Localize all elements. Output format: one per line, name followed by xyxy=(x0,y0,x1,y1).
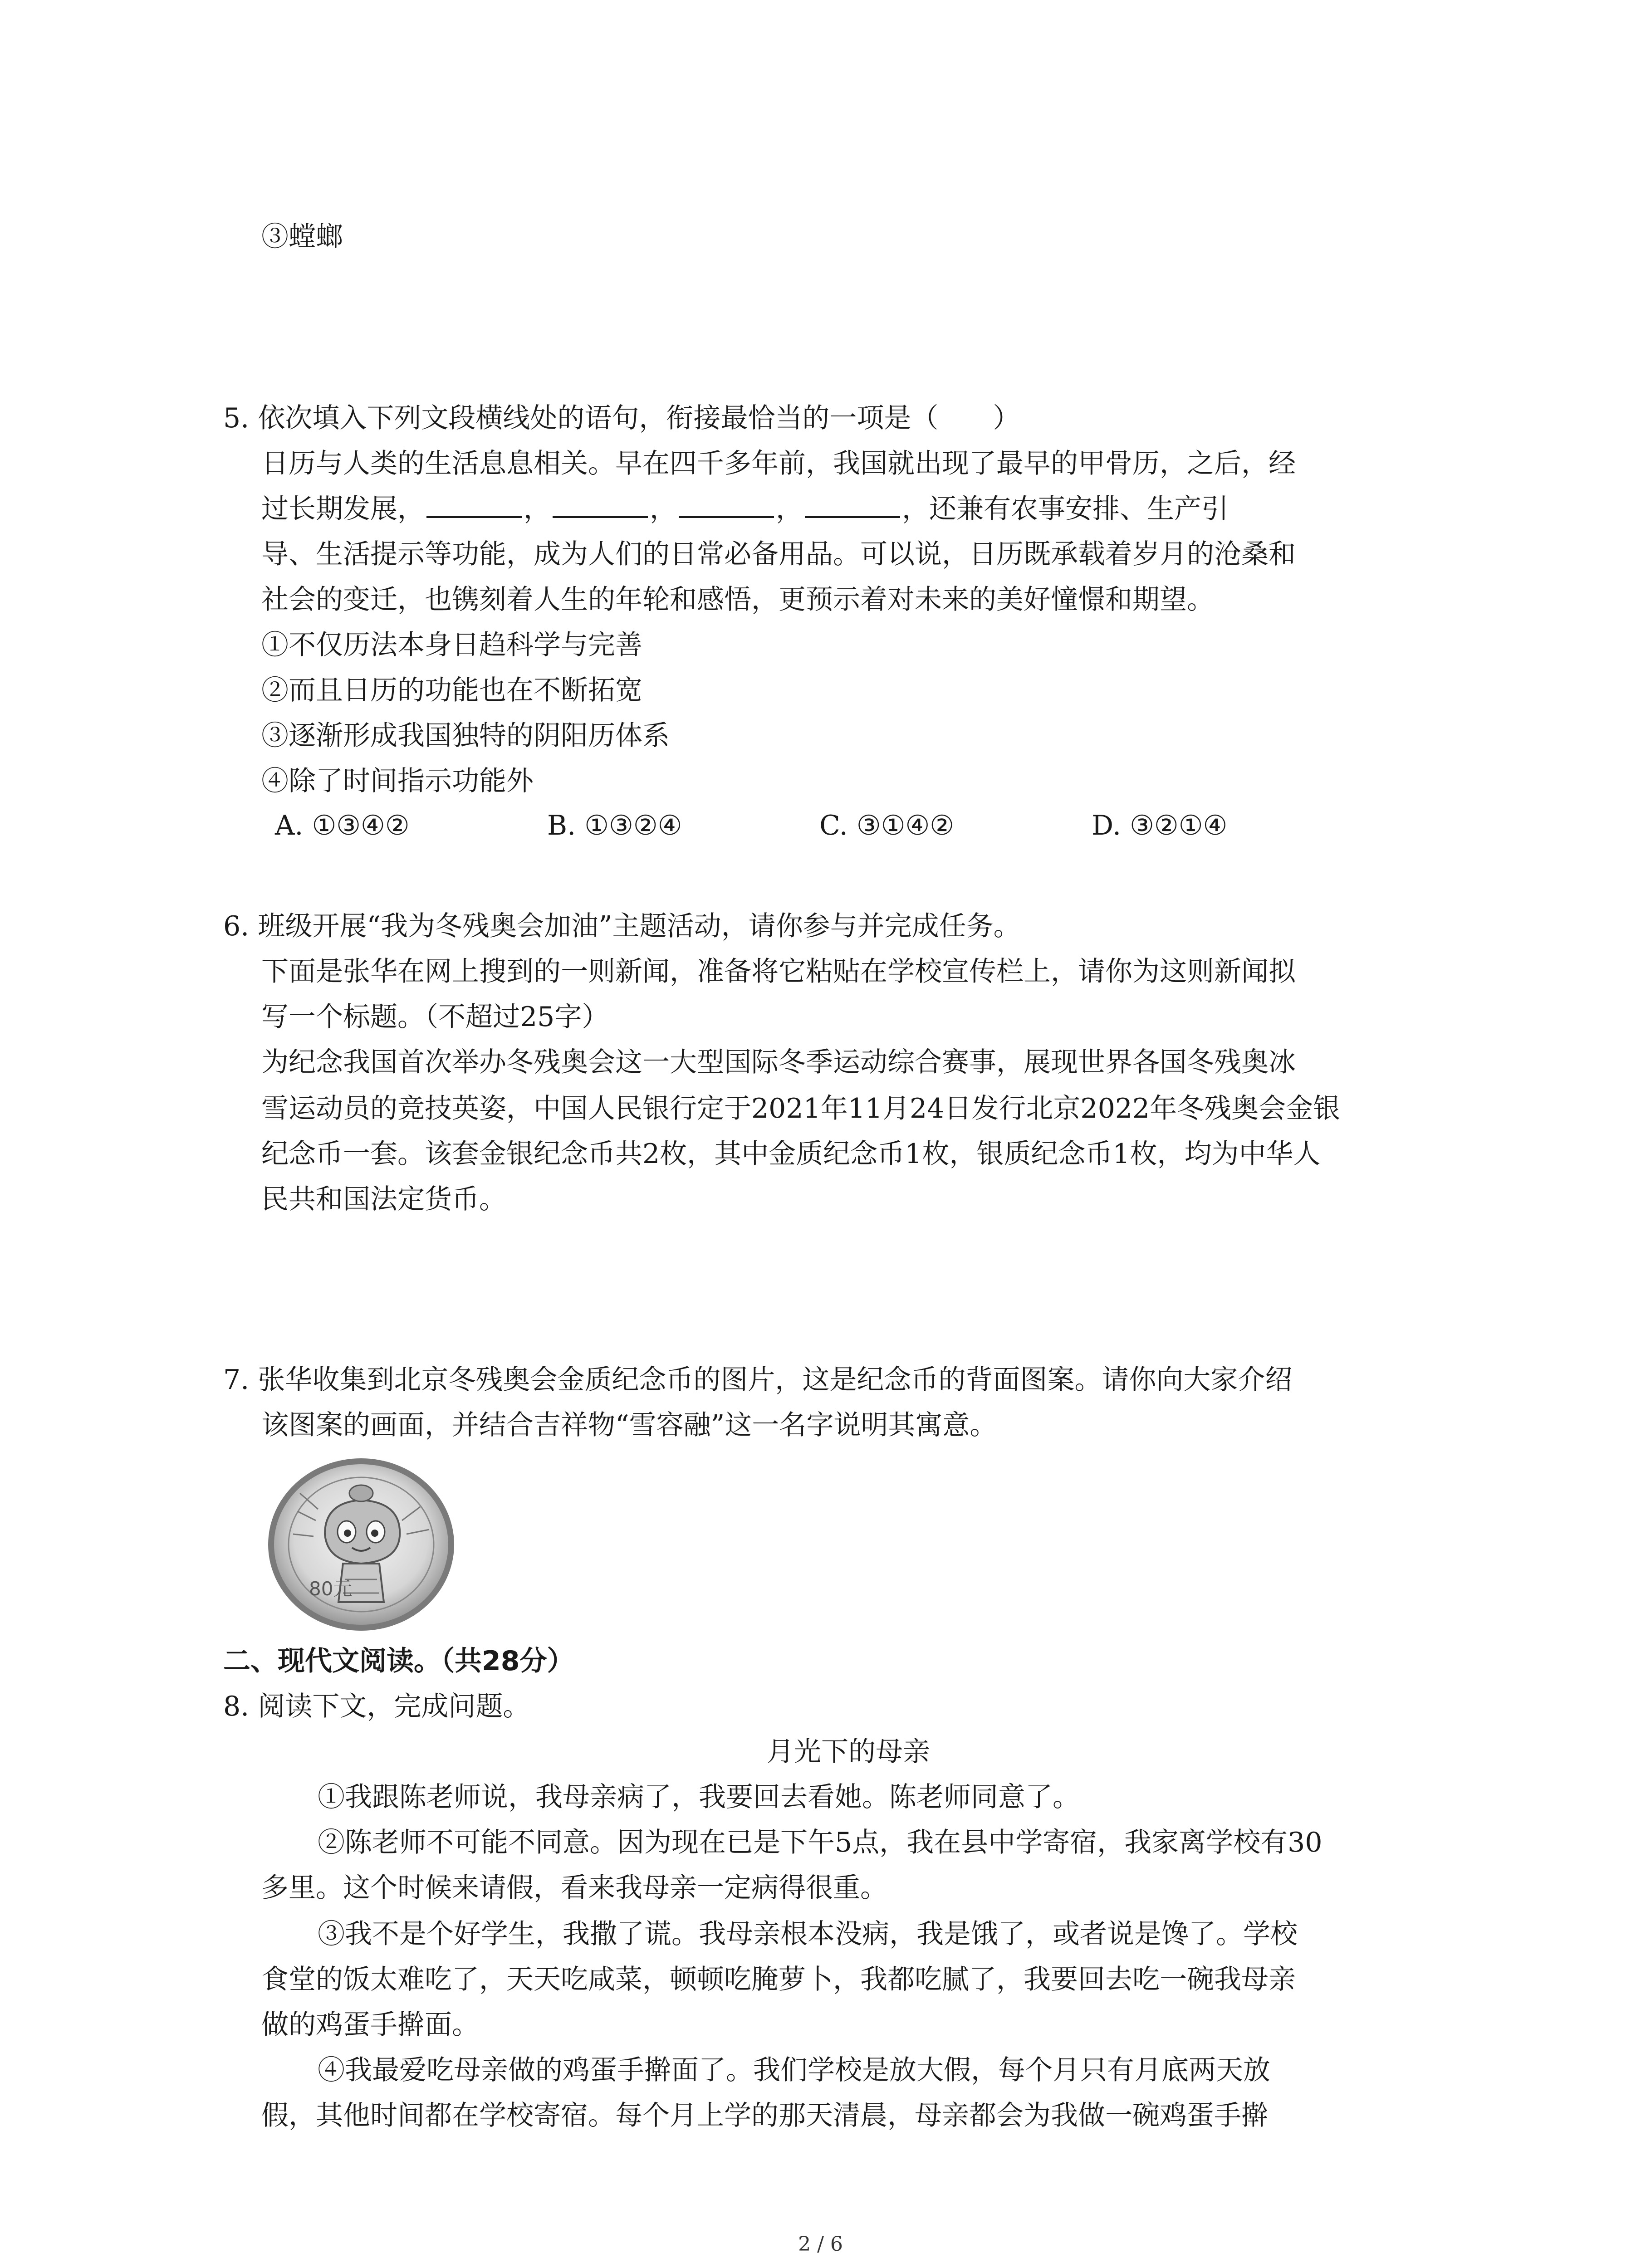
section-2-heading: 二、现代文阅读。（共28分） xyxy=(223,1645,574,1677)
q5-para-line-4: 社会的变迁，也镌刻着人生的年轮和感悟，更预示着对未来的美好憧憬和期望。 xyxy=(261,584,1214,616)
article-para-2-line-1: ②陈老师不可能不同意。因为现在已是下午5点，我在县中学寄宿，我家离学校有30 xyxy=(318,1827,1323,1858)
q5-option-c: C. ③①④② xyxy=(819,810,955,841)
q5-blank-2 xyxy=(553,492,648,518)
q8-stem: 8. 阅读下文，完成问题。 xyxy=(223,1691,530,1722)
article-para-1: ①我跟陈老师说，我母亲病了，我要回去看她。陈老师同意了。 xyxy=(318,1781,1080,1813)
q5-option-a: A. ①③④② xyxy=(275,810,410,841)
q6-line-2: 写一个标题。（不超过25字） xyxy=(261,1001,609,1033)
q6-news-line-4: 民共和国法定货币。 xyxy=(261,1183,506,1215)
article-para-3-line-1: ③我不是个好学生，我撒了谎。我母亲根本没病，我是饿了，或者说是馋了。学校 xyxy=(318,1918,1298,1950)
q5-para-end: ，还兼有农事安排、生产引 xyxy=(902,493,1229,525)
article-para-4-line-1: ④我最爱吃母亲做的鸡蛋手擀面了。我们学校是放大假，每个月只有月底两天放 xyxy=(318,2054,1270,2086)
page-number: 2 / 6 xyxy=(798,2233,843,2256)
q7-line-2: 该图案的画面，并结合吉祥物“雪容融”这一名字说明其寓意。 xyxy=(261,1409,997,1441)
q5-item-2: ②而且日历的功能也在不断拓宽 xyxy=(261,675,642,706)
article-para-3-line-2: 食堂的饭太难吃了，天天吃咸菜，顿顿吃腌萝卜，我都吃腻了，我要回去吃一碗我母亲 xyxy=(261,1964,1296,1995)
q5-para-start: 过长期发展， xyxy=(261,493,425,525)
q6-news-line-1: 为纪念我国首次举办冬残奥会这一大型国际冬季运动综合赛事，展现世界各国冬残奥冰 xyxy=(261,1046,1296,1078)
q6-news-line-2: 雪运动员的竞技英姿，中国人民银行定于2021年11月24日发行北京2022年冬残奥会金银 xyxy=(261,1093,1341,1124)
q5-option-d: D. ③②①④ xyxy=(1092,810,1228,841)
q5-para-line-2: 过长期发展， ， ， ， ，还兼有农事安排、生产引 xyxy=(261,491,1229,527)
article-para-4-line-2: 假，其他时间都在学校寄宿。每个月上学的那天清晨，母亲都会为我做一碗鸡蛋手擀 xyxy=(261,2100,1269,2131)
q6-news-line-3: 纪念币一套。该套金银纪念币共2枚，其中金质纪念币1枚，银质纪念币1枚，均为中华人 xyxy=(261,1138,1321,1170)
q5-blank-4 xyxy=(805,492,900,518)
coin-denomination: 80元 xyxy=(309,1578,353,1600)
article-para-3-line-3: 做的鸡蛋手擀面。 xyxy=(261,2009,479,2041)
q5-blank-1 xyxy=(426,492,522,518)
q5-blank-3 xyxy=(679,492,774,518)
q5-stem: 5. 依次填入下列文段横线处的语句，衔接最恰当的一项是（ ） xyxy=(223,402,1020,434)
commemorative-coin-image xyxy=(266,1457,456,1632)
q6-line-1: 下面是张华在网上搜到的一则新闻，准备将它粘贴在学校宣传栏上，请你为这则新闻拟 xyxy=(261,956,1296,987)
q5-para-line-3: 导、生活提示等功能，成为人们的日常必备用品。可以说，日历既承载着岁月的沧桑和 xyxy=(261,538,1296,570)
q4-item-3: ③螳螂 xyxy=(261,221,343,253)
q5-item-4: ④除了时间指示功能外 xyxy=(261,765,534,797)
article-title: 月光下的母亲 xyxy=(767,1736,930,1768)
q5-item-3: ③逐渐形成我国独特的阴阳历体系 xyxy=(261,720,670,752)
q5-para-line-1: 日历与人类的生活息息相关。早在四千多年前，我国就出现了最早的甲骨历，之后，经 xyxy=(261,448,1296,479)
q5-option-b: B. ①③②④ xyxy=(547,810,682,841)
article-para-2-line-2: 多里。这个时候来请假，看来我母亲一定病得很重。 xyxy=(261,1872,887,1904)
q5-item-1: ①不仅历法本身日趋科学与完善 xyxy=(261,629,642,661)
q6-stem: 6. 班级开展“我为冬残奥会加油”主题活动，请你参与并完成任务。 xyxy=(223,910,1021,942)
q7-line-1: 7. 张华收集到北京冬残奥会金质纪念币的图片，这是纪念币的背面图案。请你向大家介绍 xyxy=(223,1364,1293,1396)
